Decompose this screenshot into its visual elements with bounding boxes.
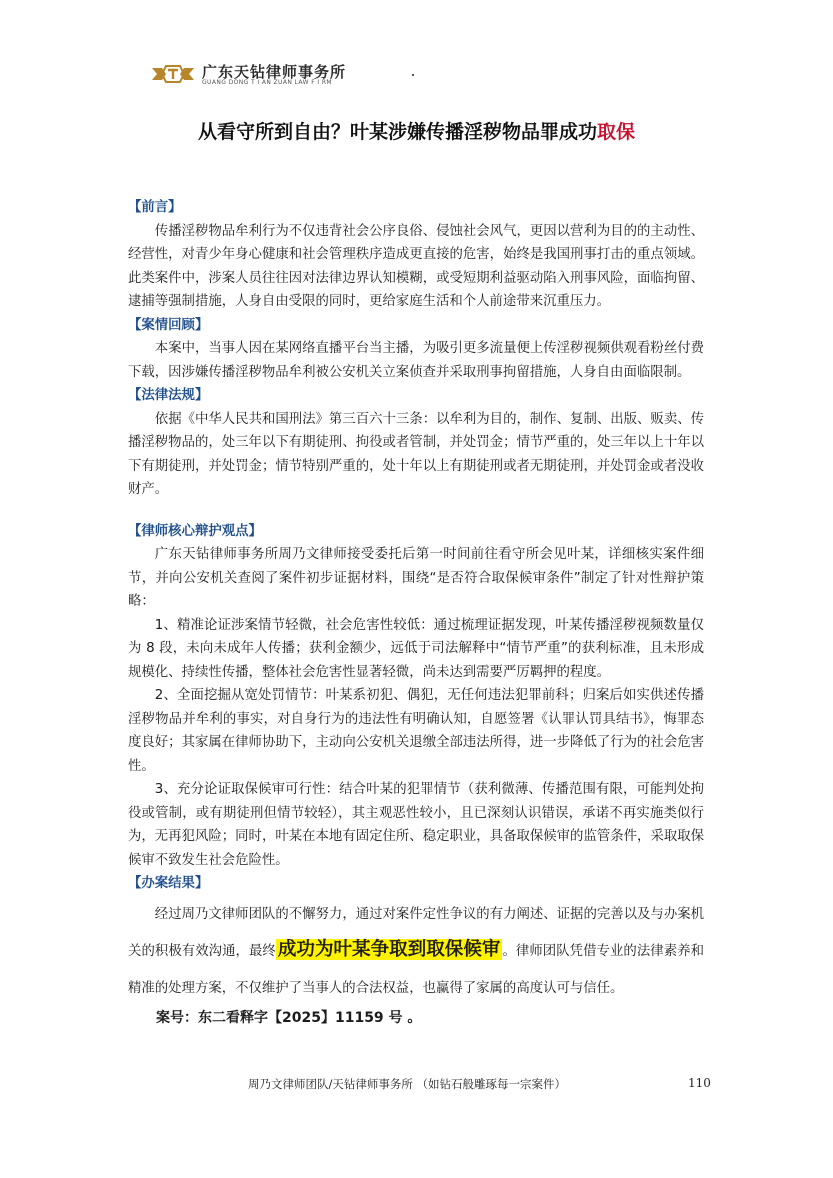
defense-intro: 广东天钻律师事务所周乃文律师接受委托后第一时间前往看守所会见叶某，详细核实案件细节，并向公安机关查阅了案件初步证据材料，围绕“是否符合取保候审条件”制定了针对性辩护策略：	[128, 547, 704, 609]
firm-name-en: GUANG DONG T I AN ZUAN LAW F I RM	[202, 79, 333, 86]
result-text-1: 经过周乃文律师团队的不懈努力，通过对案件定性争议的有力阐述、证据的完善以及与办案机关的积极有效沟通，最终	[128, 906, 704, 959]
defense-point-3: 3、充分论证取保候审可行性：结合叶某的犯罪情节（获利微薄、传播范围有限，可能判处拘役或管制，或有期徒刑但情节较轻），其主观恶性较小，且已深刻认识错误，承诺不再实施类似行为，无再犯风险；同时，叶某在本地有固定住所、稳定职业，具备取保候审的监管条件，采取取保候审不致发生社会危险性。	[128, 782, 704, 868]
result-paragraph	[128, 896, 704, 1007]
result-highlight: 成功为叶某争取到取保候审	[277, 938, 501, 960]
title-accent: 取保	[597, 121, 636, 143]
defense-point-1: 1、精准论证涉案情节轻微，社会危害性较低：通过梳理证据发现，叶某传播淫秽视频数量仅为 8 段，未向未成年人传播；获利金额少，远低于司法解释中“情节严重”的获利标准，且未形成规模化、持续性传播，整体社会危害性显著轻微，尚未达到需要严厉羁押的程度。	[128, 617, 704, 680]
page-footer	[0, 1076, 833, 1096]
footer-text: 周乃文律师团队/天钻律师事务所 （如钻石般雕琢每一宗案件）	[248, 1077, 567, 1091]
review-heading: 【案情回顾】	[128, 317, 209, 333]
result-heading: 【办案结果】	[128, 876, 209, 891]
title-main: 从看守所到自由？叶某涉嫌传播淫秽物品罪成功	[197, 121, 597, 143]
case-number: 案号：东二看释字【2025】11159 号 。	[156, 1009, 422, 1026]
preface-heading: 【前言】	[128, 200, 182, 215]
page-number: 110	[688, 1076, 711, 1090]
defense-heading: 【律师核心辩护观点】	[128, 523, 262, 539]
firm-header	[150, 60, 450, 90]
law-paragraph: 依据《中华人民共和国刑法》第三百六十三条：以牟利为目的，制作、复制、出版、贩卖、传播淫秽物品的，处三年以下有期徒刑、拘役或者管制，并处罚金；情节严重的，处三年以上十年以下有期徒刑，并处罚金；情节特别严重的，处十年以上有期徒刑或者无期徒刑，并处罚金或者没收财产。	[128, 411, 704, 497]
firm-name-cn: 广东天钻律师事务所	[202, 63, 347, 81]
page-title	[0, 117, 833, 144]
result-text-2: 。律师团队凭借专业的法律素养和精准的处理方案，不仅维护了当事人的合法权益，也赢得了家属的高度认可与信任。	[128, 943, 705, 996]
defense-point-2: 2、全面挖掘从宽处罚情节：叶某系初犯、偶犯，无任何违法犯罪前科；归案后如实供述传播淫秽物品并牟利的事实，对自身行为的违法性有明确认知，自愿签署《认罪认罚具结书》，悔罪态度良好；其家属在律师协助下，主动向公安机关退缴全部违法所得，进一步降低了行为的社会危害性。	[128, 688, 704, 774]
firm-logo-icon	[150, 62, 196, 86]
preface-paragraph: 传播淫秽物品牟利行为不仅违背社会公序良俗、侵蚀社会风气，更因以营利为目的的主动性、经营性，对青少年身心健康和社会管理秩序造成更直接的危害，始终是我国刑事打击的重点领域。此类案件中，涉案人员往往因对法律边界认知模糊，或受短期利益驱动陷入刑事风险，面临拘留、逮捕等强制措施，人身自由受限的同时，更给家庭生活和个人前途带来沉重压力。	[128, 223, 704, 309]
article-body	[128, 196, 704, 1030]
review-paragraph: 本案中，当事人因在某网络直播平台当主播，为吸引更多流量便上传淫秽视频供观看粉丝付费下载，因涉嫌传播淫秽物品牟利被公安机关立案侦查并采取刑事拘留措施，人身自由面临限制。	[128, 341, 704, 380]
law-heading: 【法律法规】	[128, 388, 209, 403]
section-spacer	[128, 502, 704, 520]
header-dot	[412, 74, 414, 76]
